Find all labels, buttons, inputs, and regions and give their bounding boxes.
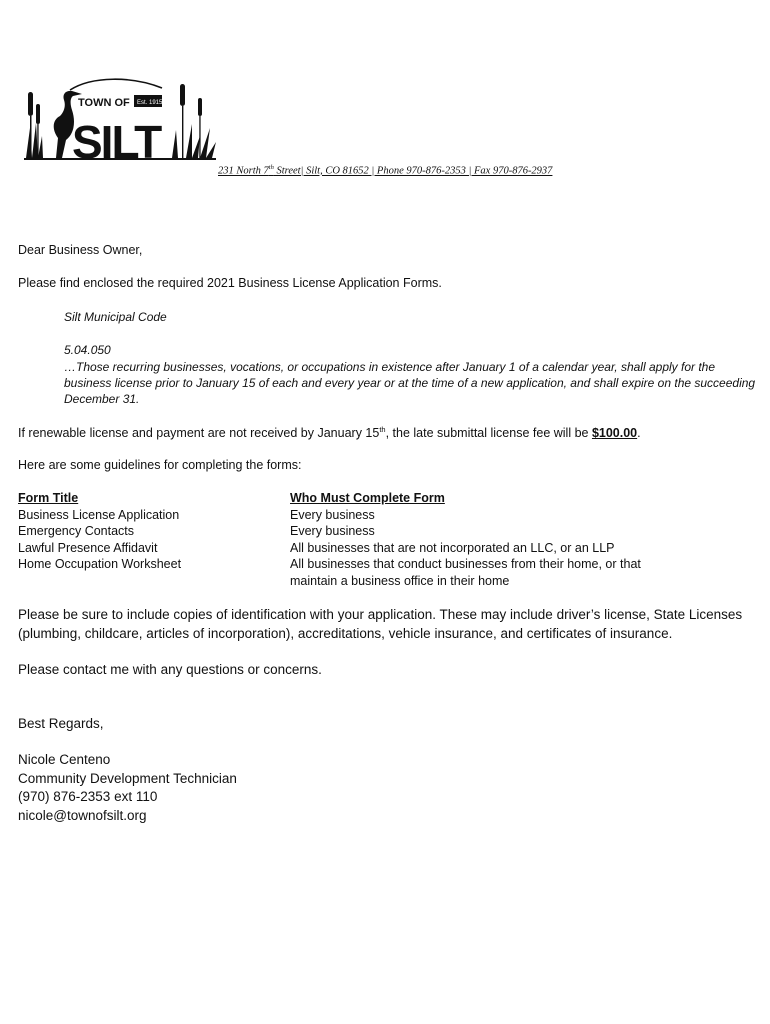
late-fee-amount: $100.00	[591, 426, 638, 441]
signature-phone: (970) 876-2353 ext 110	[18, 789, 158, 804]
table-row-form: Emergency Contacts	[18, 524, 135, 539]
late-fee-paragraph	[18, 425, 641, 440]
letterhead-address	[218, 164, 552, 177]
code-section: 5.04.050	[64, 343, 111, 357]
late-fee-after: .	[637, 426, 641, 441]
code-text: …Those recurring businesses, vocations, or occupations in existence after January 1 of a calendar year, shall apply for the business license prior to January 15 of each and every year or at the time of a new application, and shall expire on the succeeding December 31.	[64, 360, 756, 406]
late-fee-sup: th	[379, 425, 386, 434]
heron-cattail-logo-icon	[22, 78, 218, 164]
address-rest: Street| Silt, CO 81652 | Phone 970-876-2353 | Fax 970-876-2937	[273, 165, 553, 177]
code-title: Silt Municipal Code	[64, 310, 167, 324]
closing: Best Regards,	[18, 716, 104, 731]
table-row-who: Every business	[290, 524, 375, 539]
forms-table	[18, 490, 181, 573]
intro-paragraph: Please find enclosed the required 2021 Business License Application Forms.	[18, 276, 442, 290]
logo-silt: SILT	[72, 116, 161, 164]
table-row-who: All businesses that conduct businesses from their home, or that maintain a business office in their home	[290, 557, 641, 588]
contact-paragraph: Please contact me with any questions or concerns.	[18, 662, 322, 677]
late-fee-before: If renewable license and payment are not received by January 15	[18, 426, 380, 441]
logo-town-of: TOWN OF	[78, 97, 130, 109]
table-row-form: Lawful Presence Affidavit	[18, 540, 158, 555]
table-row-form: Home Occupation Worksheet	[18, 557, 182, 572]
forms-table-who	[290, 490, 680, 590]
late-fee-middle: , the late submittal license fee will be	[385, 426, 592, 441]
signature-email: nicole@townofsilt.org	[18, 807, 147, 823]
address-sup: th	[268, 164, 274, 171]
identification-paragraph: Please be sure to include copies of identification with your application. These may include driver’s license, State Licenses (plumbing, childcare, articles of incorporation), accreditations, vehicle insurance, and certificates of insurance.	[18, 607, 743, 641]
col2-header: Who Must Complete Form	[290, 491, 445, 505]
signature-block	[18, 751, 237, 825]
greeting: Dear Business Owner,	[18, 243, 143, 257]
town-logo	[22, 78, 218, 164]
col1-header: Form Title	[18, 491, 79, 505]
logo-est: Est. 1915	[137, 100, 163, 106]
address-prefix: 231 North 7	[218, 165, 269, 177]
table-row-who: All businesses that are not incorporated an LLC, or an LLP	[290, 540, 615, 555]
table-row-who: Every business	[290, 507, 375, 522]
table-row-form: Business License Application	[18, 507, 180, 522]
signature-title: Community Development Technician	[18, 770, 237, 786]
signature-name: Nicole Centeno	[18, 752, 111, 767]
guidelines-intro: Here are some guidelines for completing the forms:	[18, 458, 302, 472]
